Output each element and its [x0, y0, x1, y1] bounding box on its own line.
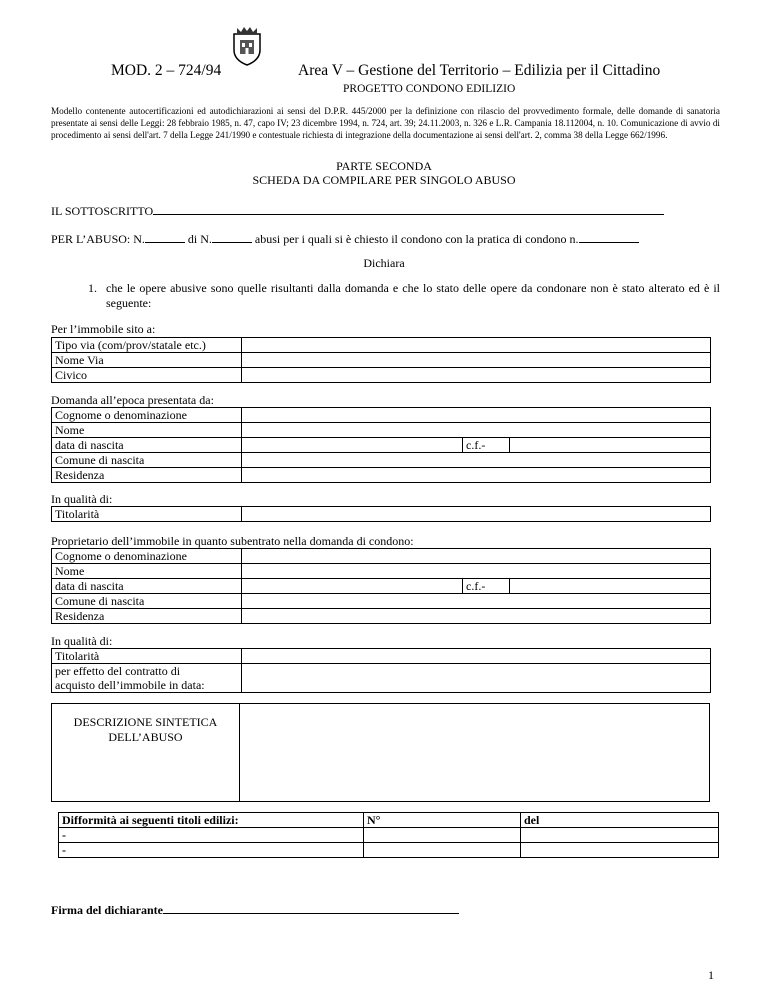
immobile-table: [51, 337, 711, 383]
row-label: Cognome o denominazione: [52, 408, 242, 423]
descrizione-line-1: DESCRIZIONE SINTETICA: [73, 715, 218, 729]
firma-label: Firma del dichiarante: [51, 903, 163, 917]
row-label: Cognome o denominazione: [52, 549, 242, 564]
table-row: [59, 843, 719, 858]
titolarita-field[interactable]: [242, 507, 711, 522]
contratto-data-field[interactable]: [242, 664, 711, 693]
prop-comune-nascita-field[interactable]: [242, 594, 711, 609]
part-title: PARTE SECONDA: [336, 159, 432, 173]
descrizione-label-cell: [52, 704, 240, 801]
row-label: Titolarità: [52, 649, 242, 664]
difformita-header: Difformità ai seguenti titoli edilizi:: [59, 813, 364, 828]
row-label: Nome Via: [52, 353, 242, 368]
row-label: Titolarità: [52, 507, 242, 522]
cognome-field[interactable]: [242, 408, 711, 423]
data-nascita-field[interactable]: [242, 438, 463, 453]
row-label: Nome: [52, 423, 242, 438]
abuso-middle: di N.: [187, 232, 212, 246]
table-row: [52, 664, 711, 679]
titolo-1-numero-field[interactable]: [364, 828, 521, 843]
firma-line: [51, 902, 459, 918]
table-row: [52, 609, 711, 624]
intro-paragraph: Modello contenente autocertificazioni ed autodichiarazioni ai sensi del D.P.R. 445/2000 per la definizione con rilascio del provvedimento formale, delle domande di sanatoria presentate ai sensi delle Leggi: 28 febbraio 1985, n. 47, capo IV; 23 dicembre 1994, n. 724, art. 39; 24.11.2003, n. 326 e L.R. Campania 18.112004, n. 10. Comunicazione di avvio di procedimento ai sensi dell'art. 7 della Legge 241/1990 e contestuale richiesta di integrazione della documentazione ai sensi dell'art. 2, comma 38 della Legge 662/1996.: [51, 106, 720, 141]
numero-header: N°: [364, 813, 521, 828]
qualita-2-label: In qualità di:: [51, 634, 113, 648]
model-code: MOD. 2 – 724/94: [111, 62, 222, 79]
titolo-2-field[interactable]: -: [59, 843, 364, 858]
table-row: [59, 813, 719, 828]
abuso-total-field[interactable]: [212, 231, 252, 243]
nome-field[interactable]: [242, 423, 711, 438]
cf-label: c.f.-: [463, 579, 510, 594]
pratica-number-field[interactable]: [579, 231, 639, 243]
immobile-label: Per l’immobile sito a:: [51, 322, 156, 336]
table-row: [52, 594, 711, 609]
row-label: acquisto dell’immobile in data:: [52, 678, 242, 693]
descrizione-line-2: DELL’ABUSO: [108, 730, 183, 744]
table-row: [52, 453, 711, 468]
page-number: 1: [708, 968, 714, 982]
table-row: [52, 423, 711, 438]
table-row: [52, 408, 711, 423]
descrizione-field[interactable]: [240, 704, 709, 801]
prop-cf-field[interactable]: [510, 579, 711, 594]
data-header: del: [521, 813, 719, 828]
qualita-1-table: [51, 506, 711, 522]
titolo-2-data-field[interactable]: [521, 843, 719, 858]
abuso-suffix: abusi per i quali si è chiesto il condono con la pratica di condono n.: [254, 232, 579, 246]
titolo-1-data-field[interactable]: [521, 828, 719, 843]
table-row: [52, 353, 711, 368]
row-label: Residenza: [52, 468, 242, 483]
row-label: Civico: [52, 368, 242, 383]
table-row: [52, 549, 711, 564]
prop-titolarita-field[interactable]: [242, 649, 711, 664]
item-1-number: 1.: [88, 281, 97, 295]
firma-field[interactable]: [163, 902, 459, 914]
table-row: [52, 468, 711, 483]
cf-field[interactable]: [510, 438, 711, 453]
row-label: Nome: [52, 564, 242, 579]
prop-nome-field[interactable]: [242, 564, 711, 579]
row-label: Comune di nascita: [52, 453, 242, 468]
table-row: [52, 368, 711, 383]
residenza-field[interactable]: [242, 468, 711, 483]
cf-label: c.f.-: [463, 438, 510, 453]
titolo-2-numero-field[interactable]: [364, 843, 521, 858]
dichiara-heading: Dichiara: [363, 256, 405, 270]
table-row: [52, 564, 711, 579]
area-title: Area V – Gestione del Territorio – Edilizia per il Cittadino: [298, 62, 661, 79]
abuso-prefix: PER L’ABUSO: N.: [51, 232, 145, 246]
nome-via-field[interactable]: [242, 353, 711, 368]
qualita-2-table: [51, 648, 711, 693]
sottoscritto-line: [51, 203, 664, 219]
tipo-via-field[interactable]: [242, 338, 711, 353]
table-row: [59, 828, 719, 843]
titolo-1-field[interactable]: -: [59, 828, 364, 843]
item-1-text: che le opere abusive sono quelle risultanti dalla domanda e che lo stato delle opere da condonare non è stato alterato ed è il seguente:: [106, 281, 720, 310]
table-row: [52, 579, 711, 594]
difformita-table: [58, 812, 719, 858]
part-subtitle: SCHEDA DA COMPILARE PER SINGOLO ABUSO: [252, 173, 516, 187]
qualita-1-label: In qualità di:: [51, 492, 113, 506]
comune-nascita-field[interactable]: [242, 453, 711, 468]
domanda-label: Domanda all’epoca presentata da:: [51, 393, 214, 407]
table-row: [52, 438, 711, 453]
abuso-number-field[interactable]: [145, 231, 185, 243]
sottoscritto-field[interactable]: [153, 203, 664, 215]
table-row: [52, 338, 711, 353]
project-title: PROGETTO CONDONO EDILIZIO: [343, 83, 516, 95]
table-row: [52, 649, 711, 664]
sottoscritto-label: IL SOTTOSCRITTO: [51, 204, 154, 218]
proprietario-table: [51, 548, 711, 624]
row-label: Residenza: [52, 609, 242, 624]
prop-cognome-field[interactable]: [242, 549, 711, 564]
prop-residenza-field[interactable]: [242, 609, 711, 624]
descrizione-box: [51, 703, 710, 802]
proprietario-label: Proprietario dell’immobile in quanto subentrato nella domanda di condono:: [51, 534, 414, 548]
row-label: data di nascita: [52, 438, 242, 453]
row-label: per effetto del contratto di: [52, 664, 242, 679]
abuso-line: [51, 231, 639, 247]
table-row: [52, 507, 711, 522]
municipal-crest-icon: [231, 26, 263, 66]
prop-data-nascita-field[interactable]: [242, 579, 463, 594]
row-label: data di nascita: [52, 579, 242, 594]
row-label: Comune di nascita: [52, 594, 242, 609]
row-label: Tipo via (com/prov/statale etc.): [52, 338, 242, 353]
domanda-table: [51, 407, 711, 483]
civico-field[interactable]: [242, 368, 711, 383]
